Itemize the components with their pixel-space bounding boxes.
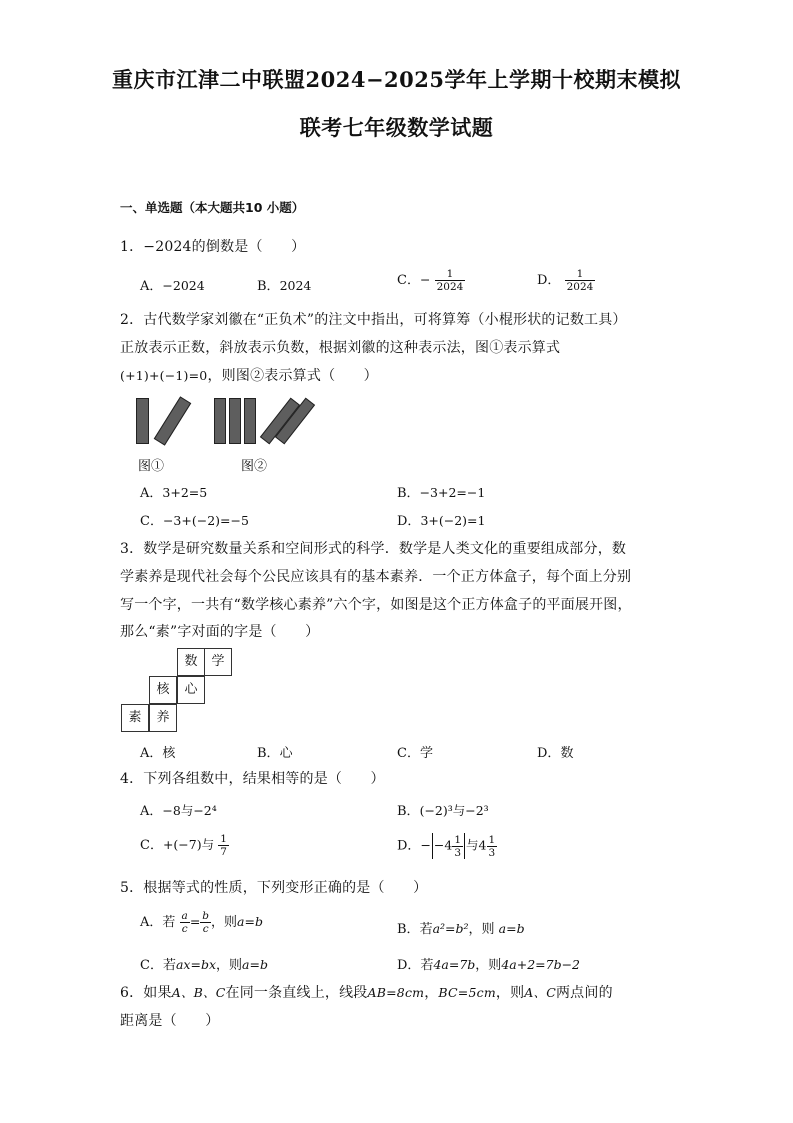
figure-2-sticks — [214, 398, 314, 444]
net-face: 数 — [177, 648, 205, 676]
figure-2-caption: 图② — [241, 459, 268, 474]
q5-stem: 5．根据等式的性质，下列变形正确的是（ ） — [120, 880, 428, 896]
q2-option-b: B．−3+2=−1 — [397, 485, 486, 501]
upright-rod — [244, 398, 256, 444]
figure-1-sticks — [136, 398, 196, 444]
q2-option-c: C．−3+(−2)=−5 — [140, 513, 249, 529]
q2-line3: (+1)+(−1)=0，则图②表示算式（ ） — [120, 368, 378, 384]
cube-net-figure — [120, 648, 236, 732]
q3-option-c: C．学 — [397, 746, 433, 761]
q4-stem: 4．下列各组数中，结果相等的是（ ） — [120, 771, 385, 787]
q3-line1: 3．数学是研究数量关系和空间形式的科学．数学是人类文化的重要组成部分，数 — [120, 541, 627, 557]
q2-option-d: D．3+(−2)=1 — [397, 513, 486, 529]
q4-option-a: A．−8与−2⁴ — [140, 803, 217, 819]
q4-d-fraction: $\frac{1}{3}$ — [454, 833, 462, 859]
q2-line2: 正放表示正数，斜放表示负数，根据刘徽的这种表示法，图①表示算式 — [120, 340, 561, 356]
page-title-line1: 重庆市江津二中联盟2024−2025学年上学期十校期末模拟 — [112, 67, 681, 92]
q3-line4: 那么“素”字对面的字是（ ） — [120, 624, 320, 640]
q1-c-fraction: $\frac{1}{2024}$ — [436, 268, 464, 293]
q5-a-fraction: $\frac{a}{c}$ — [181, 910, 188, 935]
q4-d-fraction-2: $\frac{1}{3}$ — [488, 833, 496, 859]
q3-line2: 学素养是现代社会每个公民应该具有的基本素养．一个正方体盒子，每个面上分别 — [120, 569, 632, 585]
section-heading: 一、单选题（本大题共10 小题） — [120, 200, 305, 215]
q2-option-a: A．3+2=5 — [140, 485, 208, 501]
figure-1-caption: 图① — [138, 459, 165, 474]
q1-option-d: D． $\frac{1}{2024}$ — [537, 268, 594, 293]
q4-option-b: B．(−2)³与−2³ — [397, 803, 489, 819]
q2-line1: 2．古代数学家刘徽在“正负术”的注文中指出，可将算筹（小棍形状的记数工具） — [120, 312, 627, 328]
q1-stem: 1．−2024的倒数是（ ） — [120, 239, 306, 255]
q1-option-a: A．−2024 — [140, 278, 205, 294]
net-face: 核 — [149, 676, 177, 704]
slanted-rod — [154, 396, 192, 445]
q1-d-fraction: $\frac{1}{2024}$ — [566, 268, 594, 293]
q5-option-b: B．若a²=b²，则 a=b — [397, 921, 525, 937]
page-title-line2: 联考七年级数学试题 — [299, 115, 494, 140]
q5-option-c: C．若ax=bx，则a=b — [140, 957, 268, 973]
q1-option-c: C．− $\frac{1}{2024}$ — [397, 268, 464, 293]
q3-option-a: A．核 — [140, 746, 176, 761]
q5-option-a: A．若 $\frac{a}{c}$ = $\frac{b}{c}$ ，则a=b — [140, 910, 263, 935]
q5-option-d: D．若4a=7b，则4a+2=7b−2 — [397, 957, 580, 973]
q3-option-d: D．数 — [537, 746, 574, 761]
q6-line2: 距离是（ ） — [120, 1013, 220, 1029]
upright-rod — [229, 398, 241, 444]
net-face: 学 — [204, 648, 232, 676]
q6-line1: 6．如果A、B、C在同一条直线上，线段AB=8cm，BC=5cm，则A、C两点间的 — [120, 985, 613, 1001]
q4-c-fraction: $\frac{1}{7}$ — [220, 833, 227, 858]
net-face: 养 — [149, 704, 177, 732]
net-face: 素 — [121, 704, 149, 732]
q5-a-fraction-2: $\frac{b}{c}$ — [202, 910, 210, 935]
q3-line3: 写一个字，一共有“数学核心素养”六个字，如图是这个正方体盒子的平面展开图， — [120, 597, 632, 613]
q4-option-c: C．+(−7)与 $\frac{1}{7}$ — [140, 833, 227, 858]
q4-option-d: D．− −4 $\frac{1}{3}$ 与4 $\frac{1}{3}$ — [397, 833, 496, 859]
q3-option-b: B．心 — [257, 746, 293, 761]
upright-rod — [136, 398, 149, 444]
q1-option-b: B．2024 — [257, 278, 312, 294]
net-face: 心 — [177, 676, 205, 704]
upright-rod — [214, 398, 226, 444]
